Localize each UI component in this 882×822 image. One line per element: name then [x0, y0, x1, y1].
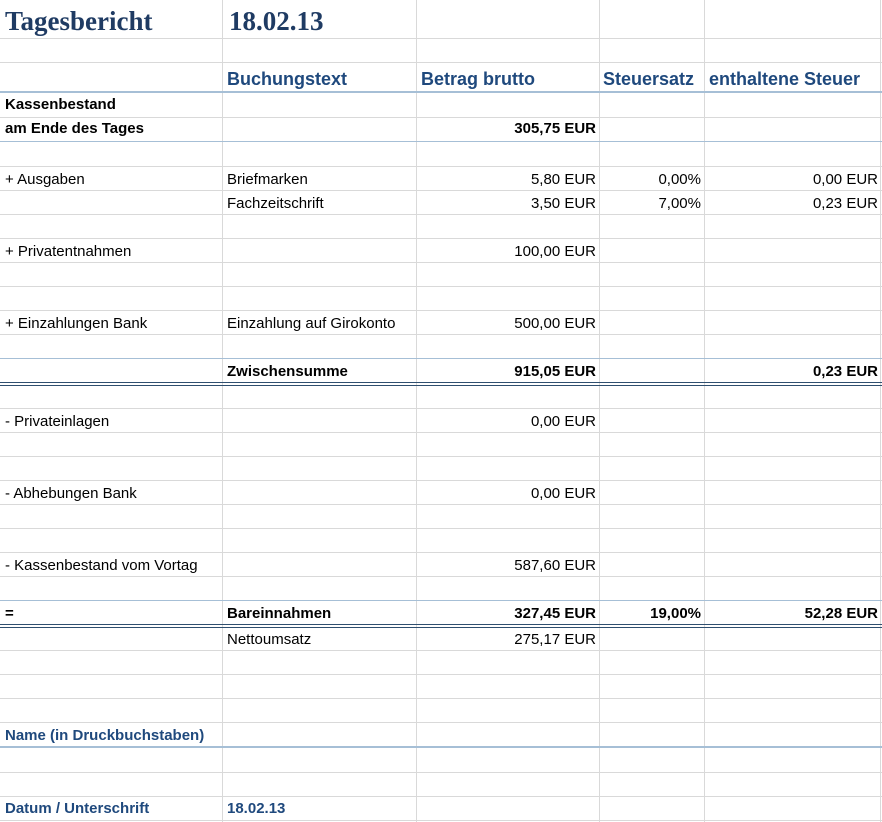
- report-date: 18.02.13: [229, 6, 324, 36]
- total-rule: [0, 624, 882, 625]
- gridline: [0, 62, 882, 63]
- gridline: [0, 166, 882, 167]
- gridline: [0, 214, 882, 215]
- gridline: [0, 334, 882, 335]
- header-betrag-brutto: Betrag brutto: [421, 69, 535, 89]
- gridline: [0, 117, 882, 118]
- subtotal-rule: [0, 382, 882, 383]
- subtotal-rule: [0, 385, 882, 386]
- ausgaben-label: + Ausgaben: [5, 171, 85, 188]
- nettoumsatz-betrag[interactable]: 275,17 EUR: [514, 631, 596, 648]
- gridline: [0, 432, 882, 433]
- zwischensumme-label: Zwischensumme: [227, 363, 348, 380]
- gridline: [0, 38, 882, 39]
- gridline: [0, 796, 882, 797]
- gridline: [0, 310, 882, 311]
- privatentnahmen-betrag[interactable]: 100,00 EUR: [514, 243, 596, 260]
- datum-value[interactable]: 18.02.13: [227, 800, 286, 817]
- zwischensumme-steuer[interactable]: 0,23 EUR: [812, 363, 878, 380]
- kassenbestand-label-line1: Kassenbestand: [5, 96, 116, 113]
- ausgabe-text[interactable]: Fachzeitschrift: [227, 195, 324, 212]
- header-buchungstext: Buchungstext: [227, 69, 348, 89]
- privatentnahmen-label: + Privatentnahmen: [5, 243, 132, 260]
- section-separator: [0, 600, 882, 601]
- ausgabe-steuersatz[interactable]: 7,00%: [658, 195, 701, 212]
- gridline: [0, 772, 882, 773]
- ausgabe-text[interactable]: Briefmarken: [227, 171, 308, 188]
- gridline: [0, 820, 882, 821]
- gridline: [0, 286, 882, 287]
- datum-label: Datum / Unterschrift: [5, 800, 150, 817]
- privateinlagen-label: - Privateinlagen: [5, 413, 110, 430]
- section-separator: [0, 358, 882, 359]
- vortag-label: - Kassenbestand vom Vortag: [5, 557, 198, 574]
- gridline: [0, 262, 882, 263]
- einzahlungen-text[interactable]: Einzahlung auf Girokonto: [227, 315, 396, 332]
- name-label: Name (in Druckbuchstaben): [5, 727, 205, 744]
- abhebungen-betrag[interactable]: 0,00 EUR: [530, 485, 596, 502]
- gridline: [0, 698, 882, 699]
- kassenbestand-label-line2: am Ende des Tages: [5, 120, 144, 137]
- report-title: Tagesbericht: [5, 6, 153, 36]
- total-rule: [0, 627, 882, 628]
- gridline: [0, 650, 882, 651]
- header-steuersatz: Steuersatz: [603, 69, 695, 89]
- section-separator: [0, 141, 882, 142]
- bareinnahmen-steuer[interactable]: 52,28 EUR: [804, 605, 878, 622]
- equals-symbol: =: [5, 605, 14, 622]
- gridline: [0, 480, 882, 481]
- zwischensumme-betrag[interactable]: 915,05 EUR: [514, 363, 596, 380]
- ausgabe-steuer[interactable]: 0,23 EUR: [812, 195, 878, 212]
- gridline: [0, 408, 882, 409]
- einzahlungen-betrag[interactable]: 500,00 EUR: [514, 315, 596, 332]
- bareinnahmen-steuersatz[interactable]: 19,00%: [650, 605, 701, 622]
- gridline: [0, 504, 882, 505]
- header-separator: [0, 91, 882, 93]
- nettoumsatz-label: Nettoumsatz: [227, 631, 312, 648]
- kassenbestand-betrag[interactable]: 305,75 EUR: [514, 120, 596, 137]
- gridline: [0, 576, 882, 577]
- ausgabe-steuersatz[interactable]: 0,00%: [658, 171, 701, 188]
- gridline: [0, 238, 882, 239]
- vortag-betrag[interactable]: 587,60 EUR: [514, 557, 596, 574]
- einzahlungen-label: + Einzahlungen Bank: [5, 315, 148, 332]
- bareinnahmen-label: Bareinnahmen: [227, 605, 332, 622]
- name-line: [0, 746, 882, 748]
- gridline: [0, 456, 882, 457]
- gridline: [0, 528, 882, 529]
- gridline: [0, 722, 882, 723]
- ausgabe-steuer[interactable]: 0,00 EUR: [812, 171, 878, 188]
- ausgabe-betrag[interactable]: 5,80 EUR: [530, 171, 596, 188]
- gridline: [0, 552, 882, 553]
- bareinnahmen-betrag[interactable]: 327,45 EUR: [514, 605, 596, 622]
- gridline: [0, 190, 882, 191]
- ausgabe-betrag[interactable]: 3,50 EUR: [530, 195, 596, 212]
- abhebungen-label: - Abhebungen Bank: [5, 485, 137, 502]
- gridline: [0, 674, 882, 675]
- header-enthaltene-steuer: enthaltene Steuer: [709, 69, 861, 89]
- privateinlagen-betrag[interactable]: 0,00 EUR: [530, 413, 596, 430]
